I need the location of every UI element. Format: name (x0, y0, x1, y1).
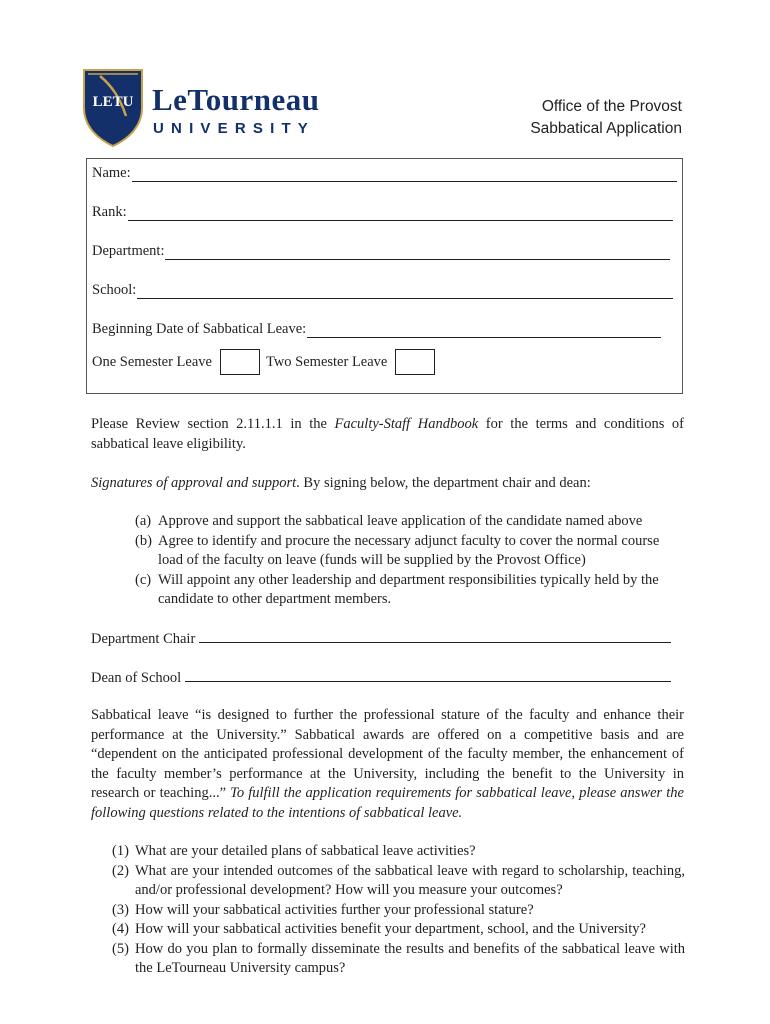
shield-icon (82, 68, 144, 148)
list-text: Agree to identify and procure the necessary adjunct faculty to cover the normal course load of the faculty on leave (funds will be supplied by the Provost Office) (158, 532, 660, 568)
list-item (112, 920, 685, 940)
university-word: UNIVERSITY (153, 120, 316, 137)
list-item (135, 532, 685, 571)
one-semester-label: One Semester Leave (92, 353, 212, 370)
rank-label: Rank: (92, 204, 127, 220)
university-logo (82, 68, 342, 148)
sabbatical-paragraph (91, 706, 684, 823)
sabbatical-quote: Sabbatical leave “is designed to further the professional stature of the faculty and enhance their performance at the University.” Sabbatical awards are offered on a competitive basis and are “dependent on the anticipated professional development of the faculty member, the enhancement of the faculty member’s performance at the University, including the benefit to the University in research or teaching...” (91, 707, 684, 801)
name-label: Name: (92, 165, 131, 181)
list-text: Approve and support the sabbatical leave application of the candidate named above (158, 513, 643, 529)
school-line[interactable] (137, 284, 673, 299)
list-item (112, 862, 685, 901)
beginning-date-line[interactable] (307, 323, 661, 338)
list-marker: (5) (112, 940, 129, 957)
review-paragraph (91, 415, 684, 454)
rank-field[interactable] (92, 204, 673, 221)
list-marker: (2) (112, 862, 129, 879)
list-marker: (1) (112, 843, 129, 859)
dean-signature[interactable] (91, 667, 671, 689)
department-field[interactable] (92, 243, 670, 260)
department-chair-label: Department Chair (91, 631, 196, 647)
school-field[interactable] (92, 282, 673, 299)
list-item (112, 940, 685, 979)
two-semester-checkbox[interactable] (395, 349, 435, 375)
rank-line[interactable] (128, 206, 673, 221)
list-text: What are your intended outcomes of the sabbatical leave with regard to scholarship, teaching, and/or professional development? How will you measure your outcomes? (135, 862, 685, 898)
page-header (530, 96, 682, 140)
department-chair-line[interactable] (199, 628, 671, 643)
handbook-title: Faculty-Staff Handbook (334, 416, 479, 432)
name-line[interactable] (132, 167, 677, 182)
dean-label: Dean of School (91, 670, 182, 686)
list-marker: (b) (135, 532, 152, 549)
approval-list (135, 512, 685, 610)
two-semester-label: Two Semester Leave (265, 353, 388, 370)
sabbatical-instruction: To fulfill the application requirements for sabbatical leave, please answer the following questions related to the intentions of sabbatical leave. (91, 785, 684, 821)
list-text: Will appoint any other leadership and department responsibilities typically held by the candidate to other department members. (158, 571, 659, 607)
dean-line[interactable] (185, 667, 671, 682)
beginning-date-label: Beginning Date of Sabbatical Leave: (92, 321, 307, 337)
department-line[interactable] (165, 245, 670, 260)
review-prefix: Please Review section 2.11.1.1 in the (91, 416, 335, 432)
list-item (112, 842, 685, 862)
list-item (112, 901, 685, 921)
leave-type-row (92, 349, 435, 375)
applicant-info-box (86, 158, 683, 394)
signatures-intro (91, 474, 684, 494)
beginning-date-field[interactable] (92, 321, 661, 338)
department-label: Department: (92, 243, 165, 259)
list-marker: (4) (112, 921, 129, 937)
list-text: How do you plan to formally disseminate the results and benefits of the sabbatical leave with the LeTourneau University campus? (135, 940, 685, 976)
signatures-heading: Signatures of approval and support (91, 475, 297, 491)
list-item (135, 571, 685, 610)
shield-text: LETU (92, 94, 134, 110)
review-suffix: for the terms and conditions of sabbatical leave eligibility. (91, 416, 685, 452)
list-marker: (3) (112, 901, 129, 918)
list-marker: (a) (135, 513, 152, 529)
school-label: School: (92, 282, 137, 298)
department-chair-signature[interactable] (91, 628, 671, 650)
questions-list (112, 842, 685, 979)
signatures-intro-text: . By signing below, the department chair and dean: (296, 475, 591, 491)
office-title: Office of the Provost (541, 98, 682, 115)
list-item (135, 512, 685, 532)
list-marker: (c) (135, 571, 152, 588)
form-title: Sabbatical Application (530, 120, 682, 137)
list-text: What are your detailed plans of sabbatical leave activities? (135, 843, 476, 859)
list-text: How will your sabbatical activities benefit your department, school, and the University? (135, 921, 646, 937)
university-name: LeTourneau (152, 82, 320, 117)
name-field[interactable] (92, 165, 677, 182)
one-semester-checkbox[interactable] (220, 349, 260, 375)
list-text: How will your sabbatical activities further your professional stature? (135, 901, 534, 918)
